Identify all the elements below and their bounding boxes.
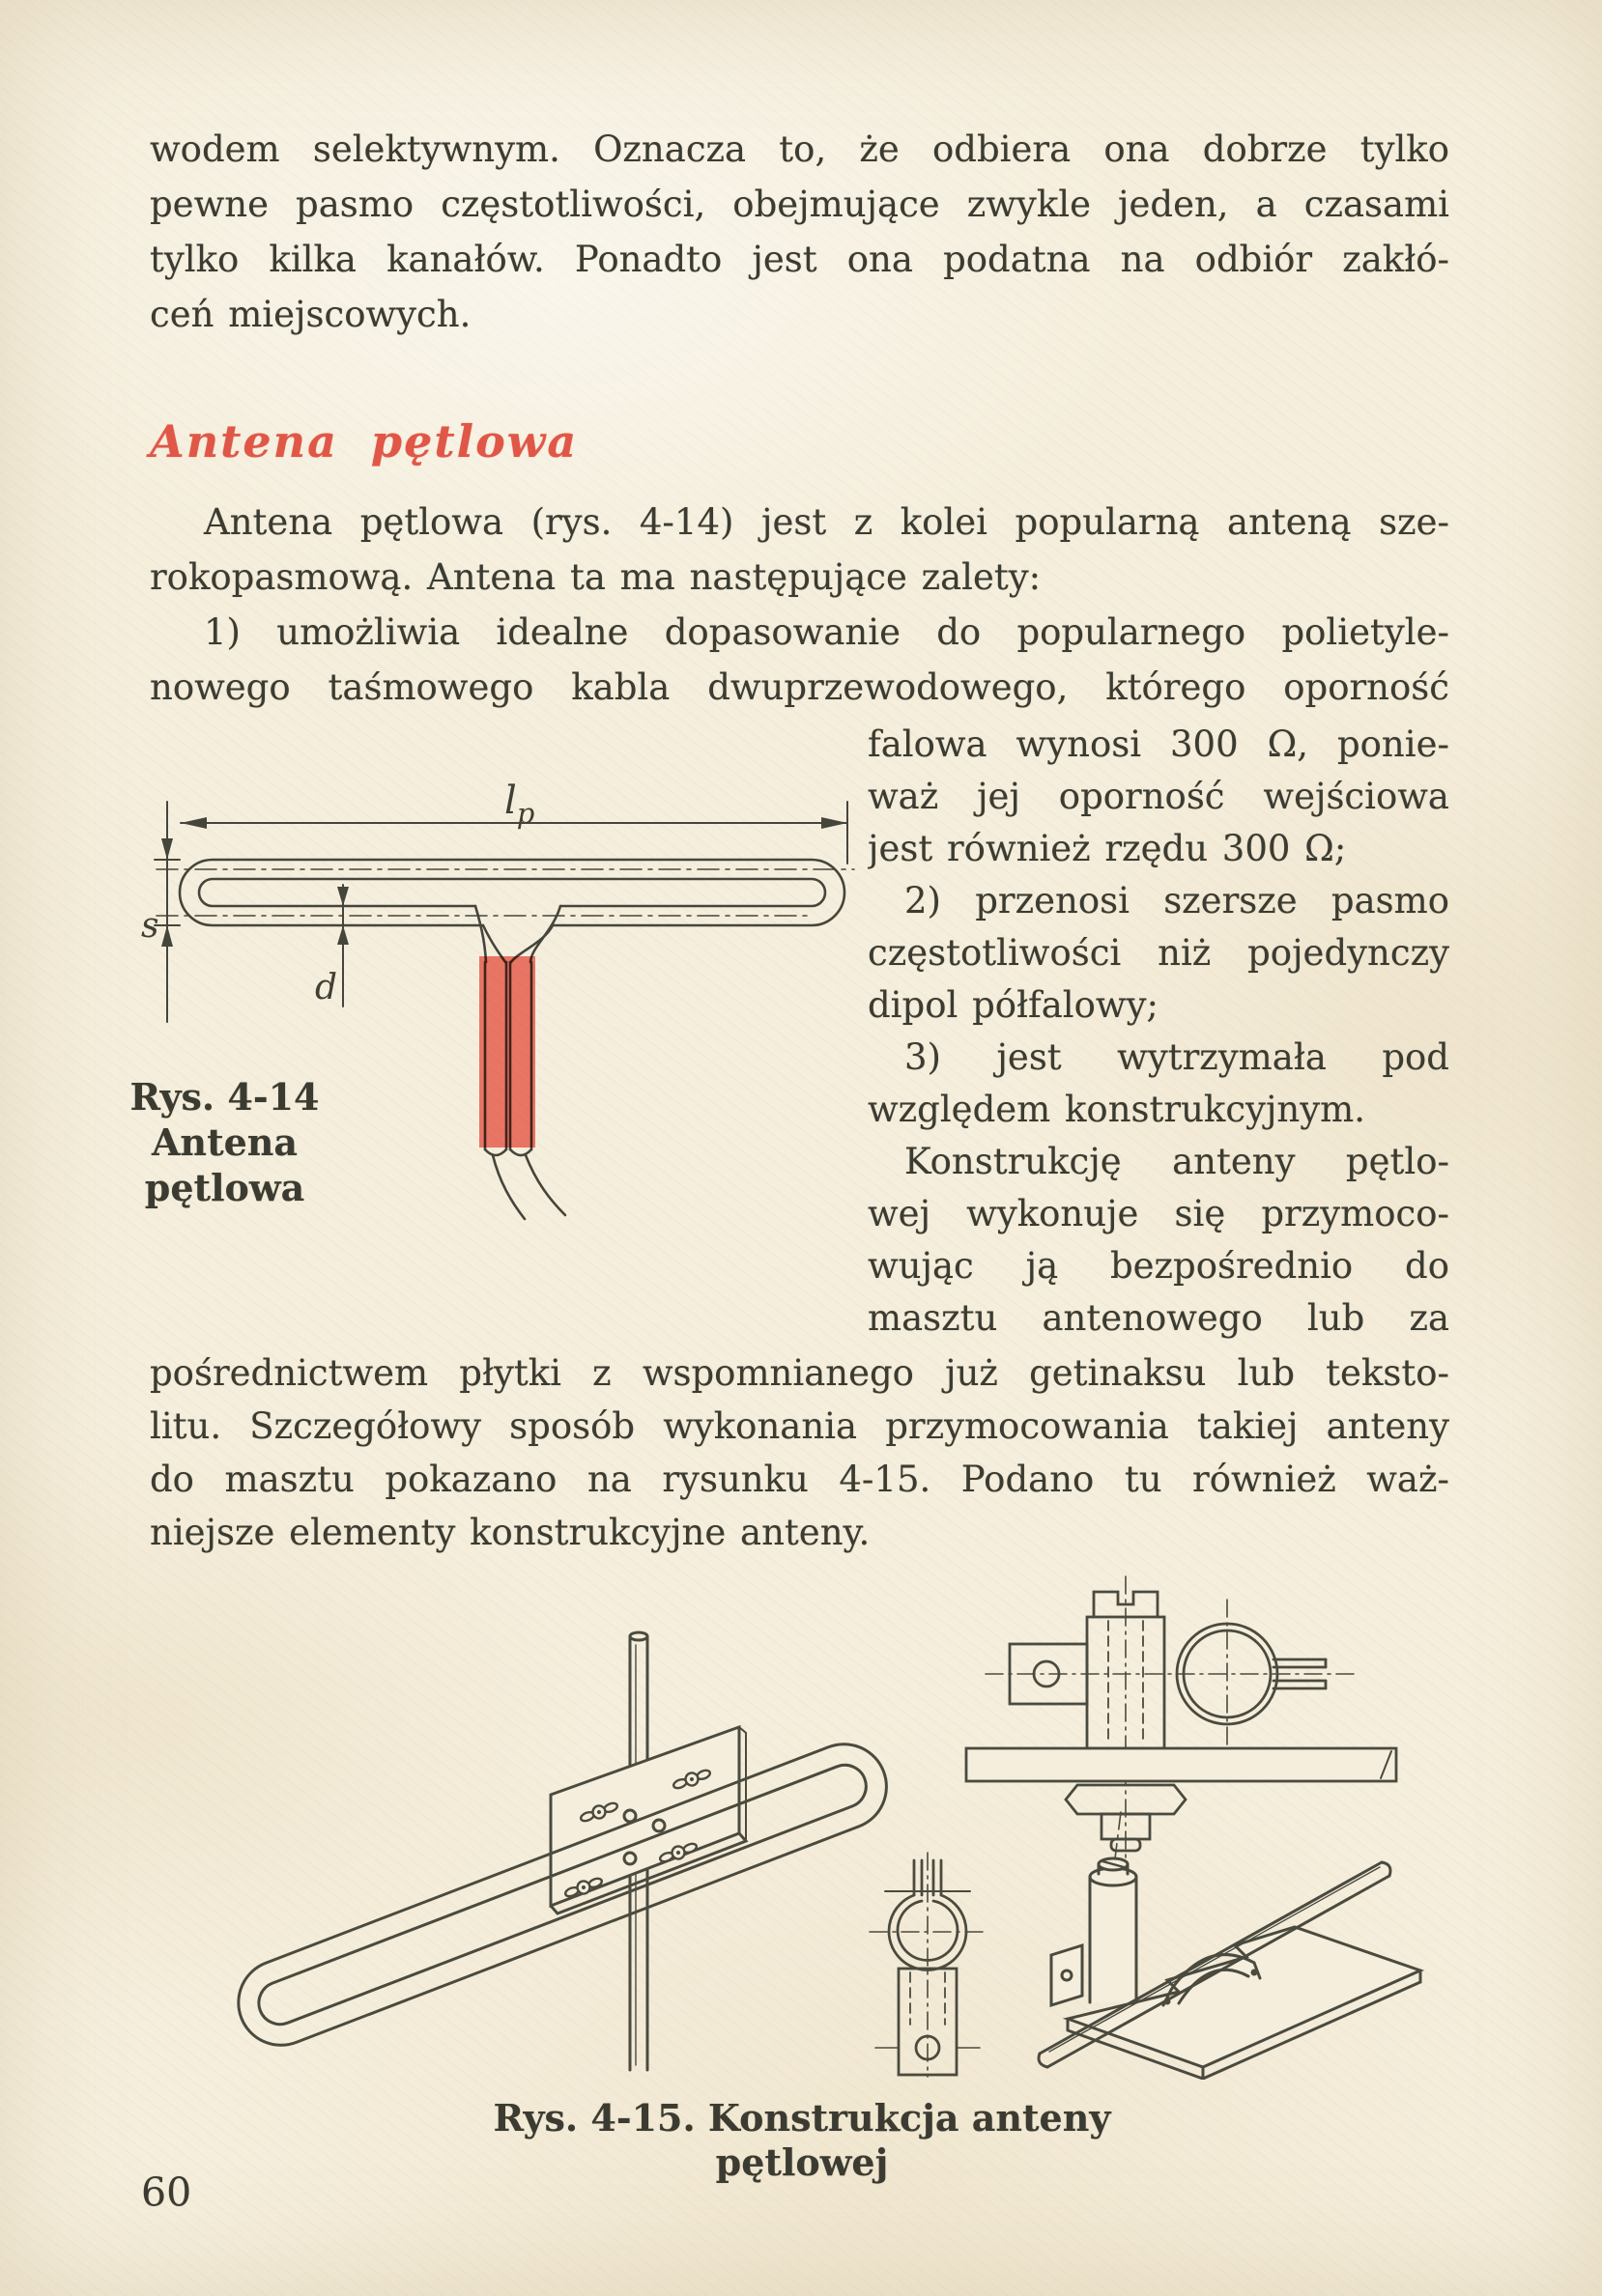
text-line: jest również rzędu 300 Ω; [868,828,1347,869]
feeder-cable [493,1155,565,1219]
label-d: d [315,968,338,1007]
text-line: rokopasmową. Antena ta ma następujące zalety: [150,556,1042,598]
text-line: pętlowa [144,1166,305,1209]
small-clamp-front-view [870,1853,986,2077]
section-heading: Antena pętlowa [150,415,579,468]
figure-4-14-loop-antenna-diagram [135,763,879,1318]
feed-funnel [475,906,560,962]
text-line: pewne pasmo częstotliwości, obejmujące zwykle jeden, a czasami [150,184,1449,225]
paragraph-selectivity [150,122,1449,342]
text-line: częstotliwości niż pojedynczy [868,932,1449,974]
isometric-antenna-assembly [226,1632,899,2070]
feeder-highlight [479,956,535,1148]
label-s: s [141,906,159,946]
text-line: Rys. 4-14 [129,1075,320,1119]
arrow-right-icon [821,817,847,829]
text-line: waż jej oporność wejściowa [868,776,1449,817]
text-line: wej wykonuje się przymoco- [868,1193,1449,1234]
text-line: 3) jest wytrzymała pod [904,1036,1449,1078]
text-line: 2) przenosi szersze pasmo [904,880,1449,921]
text-line: nowego taśmowego kabla dwuprzewodowego, którego oporność [150,666,1449,708]
mast-stub-cylinder [1090,1858,1136,2002]
text-line: Antena [151,1120,299,1164]
front-view-clamp [966,1576,1396,1862]
text-line: do masztu pokazano na rysunku 4-15. Podano tu również waż- [150,1459,1449,1500]
text-line: Antena pętlowa (rys. 4-14) jest z kolei popularną anteną sze- [204,501,1449,543]
label-lp: $l_p$ [504,779,535,830]
text-line: względem konstrukcyjnym. [868,1089,1366,1130]
text-line: masztu antenowego lub za [868,1297,1449,1339]
text-line: 1) umożliwia idealne dopasowanie do popularnego polietyle- [204,611,1449,653]
text-line: pośrednictwem płytki z wspomnianego już getinaksu lub teksto- [150,1352,1449,1394]
board [966,1748,1396,1781]
right-column-text [868,719,1449,1345]
paragraph-antena-petlowa [150,495,1449,605]
dimension-d [337,885,349,1006]
text-line: dipol półfalowy; [868,984,1159,1026]
arrow-left-icon [181,817,207,829]
text-line: litu. Szczegółowy sposób wykonania przymocowania takiej anteny [150,1405,1449,1447]
figure-4-15-construction-drawing [193,1573,1440,2080]
center-lines [870,1853,986,2077]
isometric-clamp-on-plate [1039,1812,1420,2079]
text-line: falowa wynosi 300 Ω, ponie- [868,723,1449,765]
text-line: niejsze elementy konstrukcyjne anteny. [150,1512,871,1553]
figure-4-15-caption: Rys. 4-15. Konstrukcja anteny pętlowej [493,2096,1111,2184]
text-line: wując ją bezpośrednio do [868,1245,1449,1287]
text-line: tylko kilka kanałów. Ponadto jest ona podatna na odbiór zakłó- [150,239,1449,280]
center-lines [986,1576,1358,1862]
page-number: 60 [141,2169,192,2216]
paragraph-list-item-1 [150,605,1449,715]
centerlines [157,869,854,916]
text-line: Konstrukcję anteny pętlo- [904,1141,1449,1182]
text-line: ceń miejscowych. [150,294,472,335]
paragraph-mounting [150,1346,1449,1559]
text-line: wodem selektywnym. Oznacza to, że odbiera ona dobrze tylko [150,128,1449,170]
figure-4-14-caption [97,1074,353,1210]
angle-bracket [1051,1945,1082,2005]
